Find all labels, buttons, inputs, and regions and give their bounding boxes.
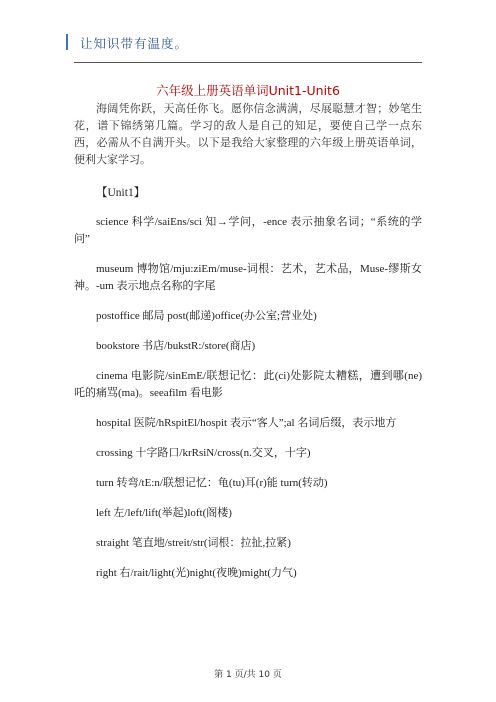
intro-paragraph: 海阔凭你跃，天高任你飞。愿你信念满满，尽展聪慧才智；妙笔生花，谱下锦绣第几篇。学习的敌人是自己的知足，要使自己学一点东西，必需从不自满开头。以下是我给大家整理的六年级上册英语单词，便利大家学习。 xyxy=(74,102,422,166)
vocab-entry: science 科学/saiEns/sci 知→学问，-ence 表示抽象名词；“系统的学问” xyxy=(74,216,422,245)
document-body xyxy=(74,100,422,595)
vocab-entry: hospital 医院/hRspitEl/hospit 表示“客人”;al 名词后缀，表示地方 xyxy=(96,417,397,429)
vocab-entry: left 左/left/lift(举起)loft(阁楼) xyxy=(96,507,232,519)
vocab-entry: crossing 十字路口/krRsiN/cross(n.交叉，十字) xyxy=(96,447,311,459)
header-slogan: 让知识带有温度。 xyxy=(80,36,189,51)
header-accent-bar xyxy=(66,34,68,50)
vocab-entry: cinema 电影院/sinEmE/联想记忆：此(ci)处影院太糟糕，遭到哪(ne)吒的痛骂(ma)。seeafilm 看电影 xyxy=(74,370,422,399)
vocab-entry: postoffice 邮局 post(邮递)office(办公室;营业处) xyxy=(96,310,317,322)
vocab-entry: turn 转弯/tE:n/联想记忆：龟(tu)耳(r)能 turn(转动) xyxy=(96,477,328,489)
header-divider xyxy=(74,62,422,63)
vocab-entry: right 右/rait/light(光)night(夜晚)might(力气) xyxy=(96,567,297,579)
vocab-entry: bookstore 书店/bukstR:/store(商店) xyxy=(96,340,256,352)
vocab-entry: straight 笔直地/streit/str(词根：拉扯,拉紧) xyxy=(96,537,291,549)
document-title: 六年级上册英语单词Unit1-Unit6 xyxy=(156,83,340,98)
vocab-entry: museum 博物馆/mju:ziEm/muse-词根：艺术，艺术品，Muse-缪斯女神。-um 表示地点名称的字尾 xyxy=(74,263,422,292)
unit-heading: 【Unit1】 xyxy=(96,187,146,199)
page-footer: 第 1 页/共 10 页 xyxy=(214,670,282,680)
